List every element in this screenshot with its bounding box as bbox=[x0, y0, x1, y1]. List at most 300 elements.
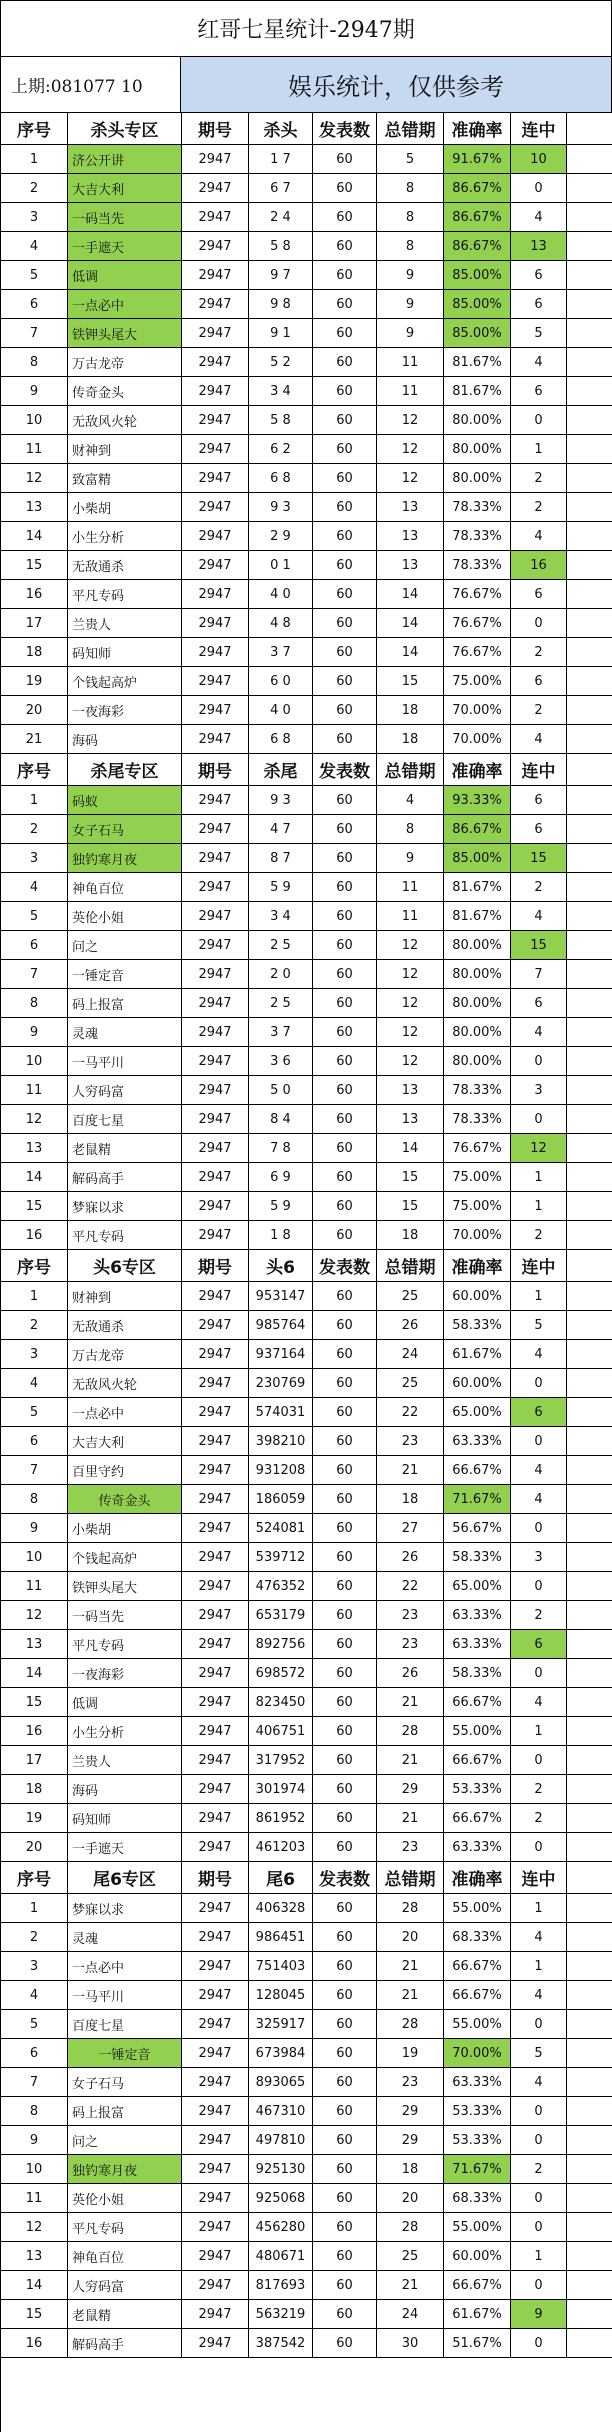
table-row bbox=[1, 844, 612, 873]
cell-published: 60 bbox=[313, 522, 377, 550]
cell-period: 2947 bbox=[182, 1717, 249, 1745]
table-row bbox=[1, 786, 612, 815]
table-row bbox=[1, 1282, 612, 1311]
cell-value: 325917 bbox=[249, 2010, 313, 2038]
cell-name: 独钓寒月夜 bbox=[68, 2155, 182, 2183]
cell-index: 9 bbox=[1, 2126, 68, 2154]
cell-published: 60 bbox=[313, 2300, 377, 2328]
header-errors: 总错期 bbox=[377, 1862, 444, 1893]
cell-published: 60 bbox=[313, 2329, 377, 2357]
cell-period: 2947 bbox=[182, 1514, 249, 1542]
cell-errors: 29 bbox=[377, 2126, 444, 2154]
cell-errors: 12 bbox=[377, 435, 444, 463]
cell-errors: 14 bbox=[377, 609, 444, 637]
cell-value: 539712 bbox=[249, 1543, 313, 1571]
cell-streak: 6 bbox=[511, 989, 567, 1017]
cell-index: 20 bbox=[1, 1833, 68, 1861]
cell-accuracy: 81.67% bbox=[444, 377, 511, 405]
cell-period: 2947 bbox=[182, 873, 249, 901]
cell-index: 12 bbox=[1, 1105, 68, 1133]
cell-accuracy: 55.00% bbox=[444, 2010, 511, 2038]
cell-accuracy: 76.67% bbox=[444, 638, 511, 666]
cell-value: 2 4 bbox=[249, 203, 313, 231]
cell-accuracy: 80.00% bbox=[444, 435, 511, 463]
cell-value: 480671 bbox=[249, 2242, 313, 2270]
cell-accuracy: 81.67% bbox=[444, 348, 511, 376]
cell-published: 60 bbox=[313, 873, 377, 901]
cell-name: 万古龙帝 bbox=[68, 1340, 182, 1368]
cell-accuracy: 63.33% bbox=[444, 1833, 511, 1861]
cell-period: 2947 bbox=[182, 844, 249, 872]
cell-published: 60 bbox=[313, 1163, 377, 1191]
cell-accuracy: 60.00% bbox=[444, 1369, 511, 1397]
cell-errors: 23 bbox=[377, 1601, 444, 1629]
cell-name: 小生分析 bbox=[68, 1717, 182, 1745]
cell-accuracy: 85.00% bbox=[444, 290, 511, 318]
cell-name: 个钱起高炉 bbox=[68, 667, 182, 695]
cell-value: 387542 bbox=[249, 2329, 313, 2357]
header-period: 期号 bbox=[182, 754, 249, 785]
cell-published: 60 bbox=[313, 1282, 377, 1310]
cell-errors: 18 bbox=[377, 696, 444, 724]
cell-index: 4 bbox=[1, 1369, 68, 1397]
cell-period: 2947 bbox=[182, 638, 249, 666]
cell-accuracy: 86.67% bbox=[444, 815, 511, 843]
cell-name: 一锤定音 bbox=[68, 960, 182, 988]
cell-streak: 6 bbox=[511, 786, 567, 814]
cell-value: 4 8 bbox=[249, 609, 313, 637]
cell-errors: 30 bbox=[377, 2329, 444, 2357]
cell-published: 60 bbox=[313, 844, 377, 872]
cell-streak: 4 bbox=[511, 902, 567, 930]
cell-value: 406751 bbox=[249, 1717, 313, 1745]
cell-period: 2947 bbox=[182, 377, 249, 405]
header-streak: 连中 bbox=[511, 1250, 567, 1281]
cell-accuracy: 70.00% bbox=[444, 696, 511, 724]
cell-streak: 0 bbox=[511, 174, 567, 202]
cell-streak: 2 bbox=[511, 1221, 567, 1249]
cell-name: 大吉大利 bbox=[68, 174, 182, 202]
cell-accuracy: 66.67% bbox=[444, 1456, 511, 1484]
cell-published: 60 bbox=[313, 145, 377, 173]
cell-index: 12 bbox=[1, 2213, 68, 2241]
cell-name: 一锤定音 bbox=[68, 2039, 182, 2067]
table-row bbox=[1, 2271, 612, 2300]
cell-accuracy: 66.67% bbox=[444, 1804, 511, 1832]
cell-index: 15 bbox=[1, 1192, 68, 1220]
cell-streak: 2 bbox=[511, 464, 567, 492]
cell-streak: 15 bbox=[511, 931, 567, 959]
header-index: 序号 bbox=[1, 1250, 68, 1281]
cell-published: 60 bbox=[313, 174, 377, 202]
cell-streak: 0 bbox=[511, 1047, 567, 1075]
cell-value: 986451 bbox=[249, 1923, 313, 1951]
cell-streak: 4 bbox=[511, 203, 567, 231]
cell-period: 2947 bbox=[182, 725, 249, 753]
cell-index: 13 bbox=[1, 493, 68, 521]
cell-index: 17 bbox=[1, 609, 68, 637]
cell-published: 60 bbox=[313, 1981, 377, 2009]
cell-index: 9 bbox=[1, 377, 68, 405]
table-row bbox=[1, 348, 612, 377]
cell-published: 60 bbox=[313, 1221, 377, 1249]
cell-accuracy: 81.67% bbox=[444, 902, 511, 930]
cell-streak: 0 bbox=[511, 1369, 567, 1397]
cell-published: 60 bbox=[313, 493, 377, 521]
cell-name: 一码当先 bbox=[68, 203, 182, 231]
table-row bbox=[1, 1221, 612, 1250]
cell-name: 一点必中 bbox=[68, 1952, 182, 1980]
cell-accuracy: 70.00% bbox=[444, 1221, 511, 1249]
cell-value: 317952 bbox=[249, 1746, 313, 1774]
cell-errors: 28 bbox=[377, 2010, 444, 2038]
cell-value: 6 0 bbox=[249, 667, 313, 695]
table-row bbox=[1, 522, 612, 551]
cell-name: 梦寐以求 bbox=[68, 1894, 182, 1922]
cell-errors: 13 bbox=[377, 1076, 444, 1104]
cell-name: 无敌风火轮 bbox=[68, 1369, 182, 1397]
cell-index: 15 bbox=[1, 2300, 68, 2328]
cell-streak: 2 bbox=[511, 638, 567, 666]
cell-published: 60 bbox=[313, 2155, 377, 2183]
cell-streak: 4 bbox=[511, 1340, 567, 1368]
cell-streak: 0 bbox=[511, 1572, 567, 1600]
cell-index: 11 bbox=[1, 2184, 68, 2212]
cell-name: 一码当先 bbox=[68, 1601, 182, 1629]
cell-index: 3 bbox=[1, 1340, 68, 1368]
cell-streak: 6 bbox=[511, 290, 567, 318]
cell-streak: 6 bbox=[511, 580, 567, 608]
cell-errors: 20 bbox=[377, 2184, 444, 2212]
cell-published: 60 bbox=[313, 1630, 377, 1658]
cell-value: 3 4 bbox=[249, 377, 313, 405]
header-accuracy: 准确率 bbox=[444, 754, 511, 785]
cell-errors: 21 bbox=[377, 1456, 444, 1484]
cell-accuracy: 63.33% bbox=[444, 2068, 511, 2096]
cell-published: 60 bbox=[313, 1369, 377, 1397]
cell-value: 5 9 bbox=[249, 1192, 313, 1220]
cell-errors: 15 bbox=[377, 1192, 444, 1220]
cell-streak: 1 bbox=[511, 435, 567, 463]
cell-name: 英伦小姐 bbox=[68, 902, 182, 930]
cell-streak: 1 bbox=[511, 2242, 567, 2270]
cell-name: 个钱起高炉 bbox=[68, 1543, 182, 1571]
cell-published: 60 bbox=[313, 1105, 377, 1133]
cell-accuracy: 55.00% bbox=[444, 1894, 511, 1922]
cell-errors: 23 bbox=[377, 2068, 444, 2096]
cell-errors: 29 bbox=[377, 1775, 444, 1803]
cell-errors: 9 bbox=[377, 290, 444, 318]
cell-value: 5 9 bbox=[249, 873, 313, 901]
cell-accuracy: 85.00% bbox=[444, 319, 511, 347]
cell-value: 301974 bbox=[249, 1775, 313, 1803]
table-row bbox=[1, 203, 612, 232]
table-row bbox=[1, 2329, 612, 2358]
section-header bbox=[1, 1862, 612, 1894]
table-row bbox=[1, 232, 612, 261]
cell-period: 2947 bbox=[182, 203, 249, 231]
cell-period: 2947 bbox=[182, 1630, 249, 1658]
cell-published: 60 bbox=[313, 348, 377, 376]
cell-accuracy: 71.67% bbox=[444, 2155, 511, 2183]
cell-name: 铁钾头尾大 bbox=[68, 319, 182, 347]
cell-period: 2947 bbox=[182, 902, 249, 930]
table-row bbox=[1, 145, 612, 174]
cell-accuracy: 80.00% bbox=[444, 960, 511, 988]
cell-published: 60 bbox=[313, 1746, 377, 1774]
cell-period: 2947 bbox=[182, 1688, 249, 1716]
cell-value: 9 7 bbox=[249, 261, 313, 289]
cell-period: 2947 bbox=[182, 2300, 249, 2328]
cell-streak: 1 bbox=[511, 1282, 567, 1310]
cell-index: 9 bbox=[1, 1514, 68, 1542]
cell-accuracy: 78.33% bbox=[444, 522, 511, 550]
cell-published: 60 bbox=[313, 2271, 377, 2299]
table-row bbox=[1, 725, 612, 754]
table-row bbox=[1, 1775, 612, 1804]
header-name: 杀头专区 bbox=[68, 113, 182, 144]
cell-period: 2947 bbox=[182, 1456, 249, 1484]
cell-errors: 9 bbox=[377, 844, 444, 872]
cell-streak: 4 bbox=[511, 2068, 567, 2096]
cell-streak: 10 bbox=[511, 145, 567, 173]
table-row bbox=[1, 815, 612, 844]
cell-index: 19 bbox=[1, 667, 68, 695]
cell-index: 17 bbox=[1, 1746, 68, 1774]
cell-published: 60 bbox=[313, 1398, 377, 1426]
cell-streak: 2 bbox=[511, 873, 567, 901]
cell-name: 神龟百位 bbox=[68, 873, 182, 901]
cell-index: 11 bbox=[1, 1572, 68, 1600]
cell-streak: 0 bbox=[511, 1833, 567, 1861]
cell-index: 16 bbox=[1, 580, 68, 608]
cell-streak: 4 bbox=[511, 348, 567, 376]
cell-index: 12 bbox=[1, 464, 68, 492]
cell-streak: 3 bbox=[511, 1543, 567, 1571]
cell-value: 5 2 bbox=[249, 348, 313, 376]
table-row bbox=[1, 1952, 612, 1981]
header-errors: 总错期 bbox=[377, 754, 444, 785]
cell-name: 解码高手 bbox=[68, 2329, 182, 2357]
cell-published: 60 bbox=[313, 696, 377, 724]
cell-value: 524081 bbox=[249, 1514, 313, 1542]
table-row bbox=[1, 1369, 612, 1398]
table-row bbox=[1, 1105, 612, 1134]
cell-accuracy: 80.00% bbox=[444, 406, 511, 434]
cell-name: 无敌通杀 bbox=[68, 1311, 182, 1339]
cell-streak: 4 bbox=[511, 725, 567, 753]
cell-value: 925130 bbox=[249, 2155, 313, 2183]
table-row bbox=[1, 1981, 612, 2010]
cell-errors: 20 bbox=[377, 1923, 444, 1951]
cell-streak: 2 bbox=[511, 493, 567, 521]
cell-accuracy: 68.33% bbox=[444, 1923, 511, 1951]
cell-index: 10 bbox=[1, 406, 68, 434]
cell-published: 60 bbox=[313, 1047, 377, 1075]
cell-published: 60 bbox=[313, 1717, 377, 1745]
cell-name: 码知师 bbox=[68, 638, 182, 666]
table-row bbox=[1, 2039, 612, 2068]
cell-errors: 26 bbox=[377, 1659, 444, 1687]
cell-index: 4 bbox=[1, 1981, 68, 2009]
cell-errors: 13 bbox=[377, 493, 444, 521]
cell-accuracy: 66.67% bbox=[444, 1981, 511, 2009]
cell-period: 2947 bbox=[182, 1833, 249, 1861]
cell-value: 4 0 bbox=[249, 580, 313, 608]
cell-accuracy: 80.00% bbox=[444, 989, 511, 1017]
cell-published: 60 bbox=[313, 1804, 377, 1832]
cell-accuracy: 66.67% bbox=[444, 1952, 511, 1980]
cell-period: 2947 bbox=[182, 696, 249, 724]
cell-name: 百度七星 bbox=[68, 1105, 182, 1133]
cell-value: 3 4 bbox=[249, 902, 313, 930]
cell-period: 2947 bbox=[182, 522, 249, 550]
cell-streak: 4 bbox=[511, 522, 567, 550]
cell-name: 一夜海彩 bbox=[68, 1659, 182, 1687]
cell-published: 60 bbox=[313, 667, 377, 695]
table-row bbox=[1, 1746, 612, 1775]
cell-streak: 6 bbox=[511, 1398, 567, 1426]
cell-streak: 0 bbox=[511, 2097, 567, 2125]
cell-period: 2947 bbox=[182, 1018, 249, 1046]
cell-accuracy: 66.67% bbox=[444, 2271, 511, 2299]
cell-published: 60 bbox=[313, 464, 377, 492]
cell-period: 2947 bbox=[182, 1076, 249, 1104]
cell-errors: 8 bbox=[377, 815, 444, 843]
cell-name: 解码高手 bbox=[68, 1163, 182, 1191]
cell-errors: 23 bbox=[377, 1630, 444, 1658]
cell-accuracy: 80.00% bbox=[444, 931, 511, 959]
cell-published: 60 bbox=[313, 406, 377, 434]
cell-name: 灵魂 bbox=[68, 1018, 182, 1046]
cell-period: 2947 bbox=[182, 580, 249, 608]
cell-period: 2947 bbox=[182, 464, 249, 492]
cell-accuracy: 81.67% bbox=[444, 873, 511, 901]
table-row bbox=[1, 551, 612, 580]
cell-period: 2947 bbox=[182, 960, 249, 988]
cell-name: 海码 bbox=[68, 1775, 182, 1803]
table-row bbox=[1, 2300, 612, 2329]
cell-period: 2947 bbox=[182, 435, 249, 463]
cell-accuracy: 91.67% bbox=[444, 145, 511, 173]
cell-accuracy: 80.00% bbox=[444, 1018, 511, 1046]
cell-published: 60 bbox=[313, 960, 377, 988]
cell-period: 2947 bbox=[182, 1981, 249, 2009]
header-accuracy: 准确率 bbox=[444, 1862, 511, 1893]
cell-index: 14 bbox=[1, 522, 68, 550]
cell-errors: 21 bbox=[377, 1746, 444, 1774]
cell-name: 神龟百位 bbox=[68, 2242, 182, 2270]
cell-period: 2947 bbox=[182, 1311, 249, 1339]
cell-index: 6 bbox=[1, 290, 68, 318]
cell-streak: 2 bbox=[511, 1804, 567, 1832]
cell-index: 8 bbox=[1, 348, 68, 376]
table-row bbox=[1, 2010, 612, 2039]
table-row bbox=[1, 174, 612, 203]
cell-period: 2947 bbox=[182, 290, 249, 318]
cell-streak: 4 bbox=[511, 1456, 567, 1484]
header-published: 发表数 bbox=[313, 754, 377, 785]
cell-index: 10 bbox=[1, 1047, 68, 1075]
cell-value: 673984 bbox=[249, 2039, 313, 2067]
cell-index: 16 bbox=[1, 1221, 68, 1249]
header-errors: 总错期 bbox=[377, 113, 444, 144]
cell-published: 60 bbox=[313, 2039, 377, 2067]
cell-index: 8 bbox=[1, 1485, 68, 1513]
cell-period: 2947 bbox=[182, 551, 249, 579]
cell-period: 2947 bbox=[182, 1572, 249, 1600]
header-streak: 连中 bbox=[511, 113, 567, 144]
cell-index: 5 bbox=[1, 902, 68, 930]
table-row bbox=[1, 1018, 612, 1047]
cell-streak: 7 bbox=[511, 960, 567, 988]
cell-period: 2947 bbox=[182, 2271, 249, 2299]
cell-published: 60 bbox=[313, 1543, 377, 1571]
cell-streak: 0 bbox=[511, 2126, 567, 2154]
cell-name: 问之 bbox=[68, 931, 182, 959]
cell-errors: 18 bbox=[377, 2155, 444, 2183]
cell-errors: 28 bbox=[377, 1717, 444, 1745]
cell-errors: 15 bbox=[377, 667, 444, 695]
cell-name: 无敌通杀 bbox=[68, 551, 182, 579]
cell-accuracy: 75.00% bbox=[444, 1192, 511, 1220]
cell-index: 13 bbox=[1, 1630, 68, 1658]
cell-streak: 1 bbox=[511, 1163, 567, 1191]
table-row bbox=[1, 1894, 612, 1923]
cell-accuracy: 58.33% bbox=[444, 1543, 511, 1571]
cell-errors: 22 bbox=[377, 1398, 444, 1426]
cell-period: 2947 bbox=[182, 2097, 249, 2125]
cell-accuracy: 71.67% bbox=[444, 1485, 511, 1513]
cell-published: 60 bbox=[313, 902, 377, 930]
cell-value: 476352 bbox=[249, 1572, 313, 1600]
stats-tables bbox=[1, 113, 612, 2358]
table-row bbox=[1, 493, 612, 522]
cell-value: 823450 bbox=[249, 1688, 313, 1716]
cell-accuracy: 85.00% bbox=[444, 844, 511, 872]
table-row bbox=[1, 2097, 612, 2126]
cell-name: 无敌风火轮 bbox=[68, 406, 182, 434]
cell-value: 3 7 bbox=[249, 1018, 313, 1046]
cell-accuracy: 86.67% bbox=[444, 174, 511, 202]
header-published: 发表数 bbox=[313, 113, 377, 144]
cell-errors: 13 bbox=[377, 551, 444, 579]
cell-index: 3 bbox=[1, 203, 68, 231]
cell-streak: 15 bbox=[511, 844, 567, 872]
cell-value: 5 0 bbox=[249, 1076, 313, 1104]
cell-published: 60 bbox=[313, 1076, 377, 1104]
cell-value: 497810 bbox=[249, 2126, 313, 2154]
cell-published: 60 bbox=[313, 232, 377, 260]
cell-name: 财神到 bbox=[68, 1282, 182, 1310]
cell-value: 1 8 bbox=[249, 1221, 313, 1249]
table-row bbox=[1, 1134, 612, 1163]
table-row bbox=[1, 1456, 612, 1485]
cell-errors: 25 bbox=[377, 2242, 444, 2270]
cell-name: 一点必中 bbox=[68, 1398, 182, 1426]
cell-period: 2947 bbox=[182, 1804, 249, 1832]
cell-name: 济公开讲 bbox=[68, 145, 182, 173]
cell-index: 18 bbox=[1, 1775, 68, 1803]
cell-streak: 1 bbox=[511, 1952, 567, 1980]
cell-errors: 8 bbox=[377, 174, 444, 202]
cell-index: 2 bbox=[1, 1923, 68, 1951]
header-accuracy: 准确率 bbox=[444, 1250, 511, 1281]
cell-accuracy: 63.33% bbox=[444, 1427, 511, 1455]
cell-name: 英伦小姐 bbox=[68, 2184, 182, 2212]
cell-published: 60 bbox=[313, 551, 377, 579]
cell-errors: 5 bbox=[377, 145, 444, 173]
